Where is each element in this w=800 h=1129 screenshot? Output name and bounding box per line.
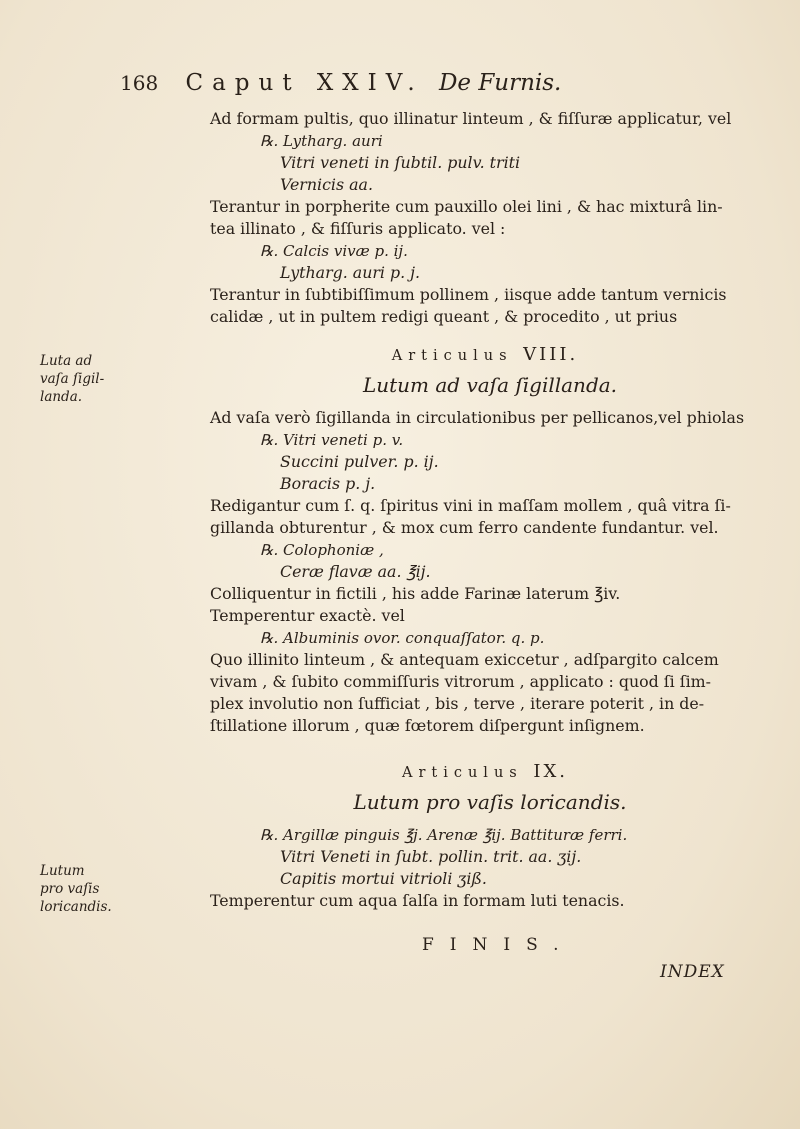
section-recipes-intro xyxy=(210,108,770,912)
recipe-line: Capitis mortui vitrioli ʒiß. xyxy=(280,869,487,888)
catchword: INDEX xyxy=(660,962,725,982)
recipe-line: Vitri Veneti in ſubt. pollin. trit. aa. ʒij. xyxy=(280,847,582,866)
recipe-line: ℞. Calcis vivæ p. ij. xyxy=(260,242,408,260)
text-line: Terantur in ſubtibiſſimum pollinem , iisque adde tantum vernicis xyxy=(210,285,727,304)
recipe-line: Succini pulver. p. ij. xyxy=(280,452,439,471)
page-number: 168 xyxy=(120,71,159,95)
text-line: Temperentur cum aqua ſalſa in formam luti tenacis. xyxy=(210,891,625,910)
recipe-line: Vernicis aa. xyxy=(280,175,373,194)
article-word: Articulus xyxy=(391,348,513,364)
text-line: Redigantur cum ſ. q. ſpiritus vini in maſſam mollem , quâ vitra ſi- xyxy=(210,496,731,515)
finis: FINIS. xyxy=(422,935,575,955)
recipe-line: ℞. Vitri veneti p. v. xyxy=(260,431,404,449)
article-number: IX. xyxy=(533,761,568,782)
recipe-line: Boracis p. j. xyxy=(280,474,376,493)
chapter-heading: Caput XXIV. xyxy=(185,70,424,96)
recipe-line: ℞. Lytharg. auri xyxy=(260,132,383,150)
recipe-line: Lytharg. auri p. j. xyxy=(280,263,421,282)
article-title: Lutum pro vaſis loricandis. xyxy=(353,790,627,814)
text-line: ſtillatione illorum , quæ fœtorem diſpergunt inſignem. xyxy=(210,716,645,735)
recipe-line: ℞. Colophoniæ , xyxy=(260,541,384,559)
text-line: Quo illinito linteum , & antequam exiccetur , adſpargito calcem xyxy=(210,650,719,669)
recipe-line: Vitri veneti in ſubtil. pulv. triti xyxy=(280,153,521,172)
margin-note-lutum: Lutum pro vaſis loricandis. xyxy=(40,863,112,915)
text-line: calidæ , ut in pultem redigi queant , & procedito , ut prius xyxy=(210,307,678,326)
text-line: Temperentur exactè. vel xyxy=(210,606,405,625)
text-line: Colliquentur in fictili , his adde Farinæ laterum ℥iv. xyxy=(210,584,621,603)
article-number: VIII. xyxy=(523,344,579,365)
running-header xyxy=(120,70,740,96)
text-line: plex involutio non ſufficiat , bis , terve , iterare poterit , in de- xyxy=(210,694,705,713)
article-title: Lutum ad vaſa ſigillanda. xyxy=(362,373,618,397)
chapter-subject: De Furnis. xyxy=(438,70,562,96)
text-line: vivam , & ſubito commiſſuris vitrorum , applicato : quod ſi ſim- xyxy=(210,672,711,691)
text-line: tea illinato , & fiſſuris applicato. vel : xyxy=(210,219,506,238)
recipe-line: ℞. Argillæ pinguis ℥j. Arenæ ℥ij. Battituræ ferri. xyxy=(260,826,628,844)
margin-note-luta: Luta ad vaſa ſigil- landa. xyxy=(40,353,105,405)
article-word: Articulus xyxy=(401,765,523,781)
recipe-line: ℞. Albuminis ovor. conquaſſator. q. p. xyxy=(260,629,545,647)
text-line: Ad formam pultis, quo illinatur linteum , & fiſſuræ applicatur, vel xyxy=(210,109,732,128)
text-line: Terantur in porpherite cum pauxillo olei lini , & hac mixturâ lin- xyxy=(210,197,723,216)
text-line: gillanda obturentur , & mox cum ferro candente fundantur. vel. xyxy=(210,518,719,537)
text-line: Ad vaſa verò ſigillanda in circulationibus per pellicanos,vel phiolas xyxy=(210,408,745,427)
article-heading xyxy=(200,761,770,782)
recipe-line: Ceræ flavæ aa. ℥ij. xyxy=(280,562,431,581)
article-heading xyxy=(200,344,770,365)
